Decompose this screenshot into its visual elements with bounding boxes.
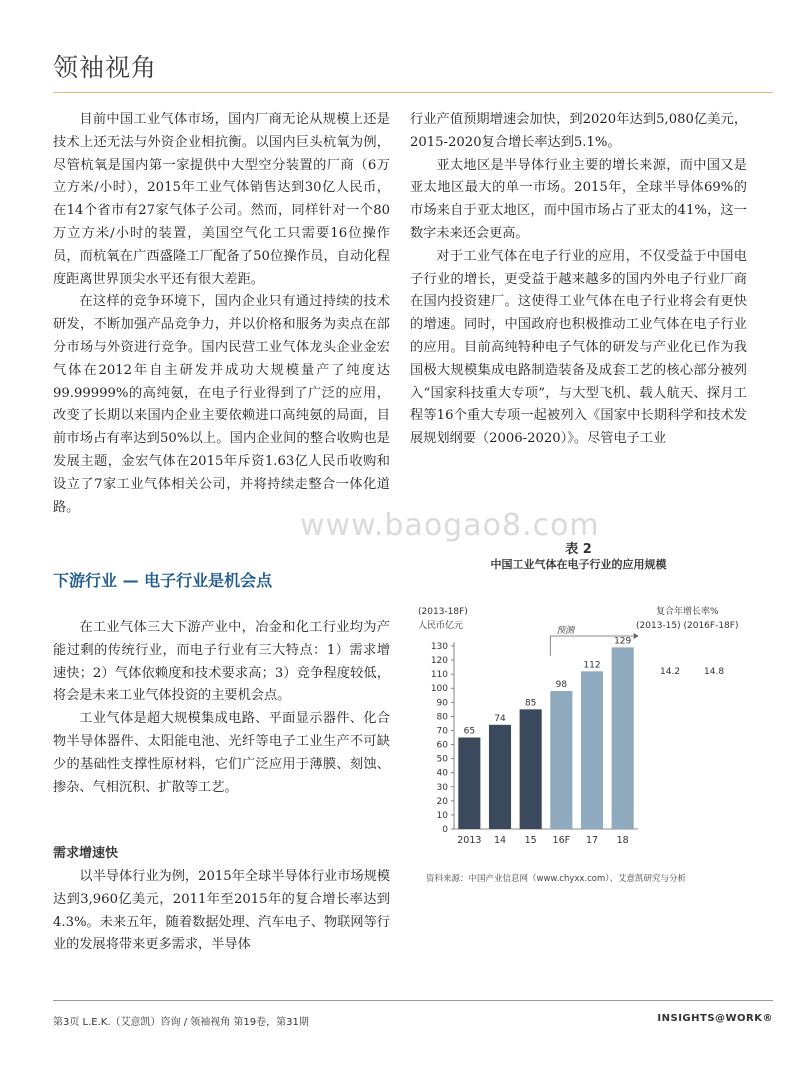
chart-title: 中国工业气体在电子行业的应用规模 — [490, 558, 667, 571]
y-tick-label: 0 — [442, 825, 448, 835]
y-tick-label: 80 — [436, 712, 448, 723]
x-tick-label: 14 — [493, 835, 507, 846]
y-tick-label: 70 — [436, 726, 448, 737]
bar — [612, 647, 634, 829]
right-column — [410, 109, 747, 451]
section-title: 下游行业 — 电子行业是机会点 — [53, 571, 273, 590]
left-column-top — [53, 109, 390, 519]
y-tick-label: 120 — [430, 656, 448, 667]
bar-value-label: 74 — [494, 713, 506, 724]
bar-value-label: 98 — [555, 680, 568, 691]
bar — [520, 709, 542, 829]
paragraph: 以半导体行业为例，2015年全球半导体行业市场规模达到3,960亿美元，2011年至2015年的复合增长率达到4.3%。未来五年，随着数据处理、汽车电子、物联网等行业的发展将带来更多需求，半导体 — [53, 869, 390, 953]
bar — [489, 725, 511, 829]
x-tick-label: 18 — [616, 835, 629, 846]
x-tick-label: 17 — [585, 835, 599, 846]
bar-value-label: 65 — [463, 726, 476, 737]
left-column-bottom — [53, 866, 390, 957]
paragraph: 工业气体是超大规模集成电路、平面显示器件、化合物半导体器件、太阳能电池、光纤等电子工业生产不可缺少的基础性支撑性原材料，它们广泛应用于薄膜、刻蚀、掺杂、气相沉积、扩散等工艺。 — [53, 711, 390, 795]
paragraph: 在这样的竞争环境下，国内企业只有通过持续的技术研发，不断加强产品竞争力，并以价格和服务为卖点在部分市场与外资进行竞争。国内民营工业气体龙头企业金宏气体在2012年自主研发并成功大规模量产了纯度达99.99999%的高纯氨，在电子行业得到了广泛的应用，改变了长期以来国内企业主要依赖进口高纯氨的局面，目前市场占有率达到50%以上。国内企业间的整合收购也是发展主题，金宏气体在2015年斥资1.63亿人民币收购和设立了7家工业气体相关公司，并将持续走整合一体化道路。 — [53, 294, 390, 515]
footer-divider — [53, 1000, 773, 1001]
cagr-title: 复合年增长率% — [656, 607, 719, 617]
paragraph: 对于工业气体在电子行业的应用，不仅受益于中国电子行业的增长，更受益于越来越多的国内外电子行业厂商在国内投资建厂。这使得工业气体在电子行业将会有更快的增速。同时，中国政府也积极推动工业气体在电子行业的应用。目前高纯特种电子气体的研发与产业化已作为我国极大规模集成电路制造装备及成套工艺的核心部分被列入“国家科技重大专项”，与大型飞机、载人航天、探月工程等16个重大专项一起被列入《国家中长期科学和技术发展规划纲要（2006-2020）》。尽管电子工业 — [410, 248, 747, 447]
header-divider — [53, 92, 773, 93]
y-tick-label: 50 — [436, 754, 448, 765]
cagr-periods: (2013-15) (2016F-18F) — [636, 621, 739, 631]
chart-number: 表 2 — [565, 542, 592, 557]
y-tick-label: 20 — [436, 796, 448, 807]
left-column-middle — [53, 617, 390, 799]
x-tick-label: 2013 — [457, 835, 482, 846]
y-tick-label: 100 — [430, 684, 448, 695]
bar-value-label: 129 — [614, 636, 632, 647]
y-tick-label: 110 — [430, 670, 448, 681]
y-tick-label: 30 — [436, 782, 448, 793]
y-tick-label: 60 — [436, 740, 448, 751]
bar — [581, 671, 603, 829]
paragraph: 亚太地区是半导体行业主要的增长来源，而中国又是亚太地区最大的单一市场。2015年，全球半导体69%的市场来自于亚太地区，而中国市场占了亚太的41%，这一数字未来还会更高。 — [410, 157, 747, 241]
y-tick-label: 130 — [430, 642, 448, 652]
page-header-title: 领袖视角 — [53, 53, 158, 82]
cagr-value-2: 14.8 — [704, 667, 725, 677]
footer-left: 第3页 L.E.K.（艾意凯）咨询 / 领袖视角 第19卷，第31期 — [53, 1017, 309, 1028]
y-tick-label: 10 — [436, 810, 448, 821]
subsection-title: 需求增速快 — [53, 846, 119, 861]
cagr-value-1: 14.2 — [660, 667, 681, 677]
bar-value-label: 112 — [583, 660, 601, 671]
bar-chart — [410, 600, 750, 862]
bar — [458, 738, 480, 830]
y-tick-label: 90 — [436, 698, 448, 709]
paragraph: 行业产值预期增速会加快，到2020年达到5,080亿美元，2015-2020复合增长率达到5.1%。 — [410, 112, 747, 150]
y-tick-label: 40 — [436, 768, 448, 779]
chart-source: 资料来源：中国产业信息网（www.chyxx.com）、艾意凯研究与分析 — [426, 874, 687, 884]
y-axis-unit-label: 人民币亿元 — [418, 621, 464, 631]
footer-brand: INSIGHTS@WORK® — [657, 1013, 773, 1024]
paragraph: 目前中国工业气体市场，国内厂商无论从规模上还是技术上还无法与外资企业相抗衡。以国内巨头杭氧为例，尽管杭氧是国内第一家提供中大型空分装置的厂商（6万立方米/小时），2015年工业气体销售达到30亿人民币，在14个省市有27家气体子公司。然而，同样针对一个80万立方米/小时的装置，美国空气化工只需要16位操作员，而杭氧在广西盛隆工厂配备了50位操作员，自动化程度距离世界顶尖水平还有很大差距。 — [53, 112, 390, 287]
forecast-label: 预测 — [556, 626, 575, 636]
x-tick-label: 15 — [524, 835, 537, 846]
paragraph: 在工业气体三大下游产业中，冶金和化工行业均为产能过剩的传统行业，而电子行业有三大特点：1）需求增速快；2）气体依赖度和技术要求高；3）竞争程度较低，将会是未来工业气体投资的主要机会点。 — [53, 620, 390, 704]
bar-value-label: 85 — [524, 698, 537, 709]
x-tick-label: 16F — [552, 835, 571, 846]
watermark: www.baogao8.com — [300, 508, 600, 543]
forecast-arrow — [634, 633, 639, 639]
y-axis-range-label: (2013-18F) — [418, 607, 468, 617]
bar — [550, 691, 572, 829]
